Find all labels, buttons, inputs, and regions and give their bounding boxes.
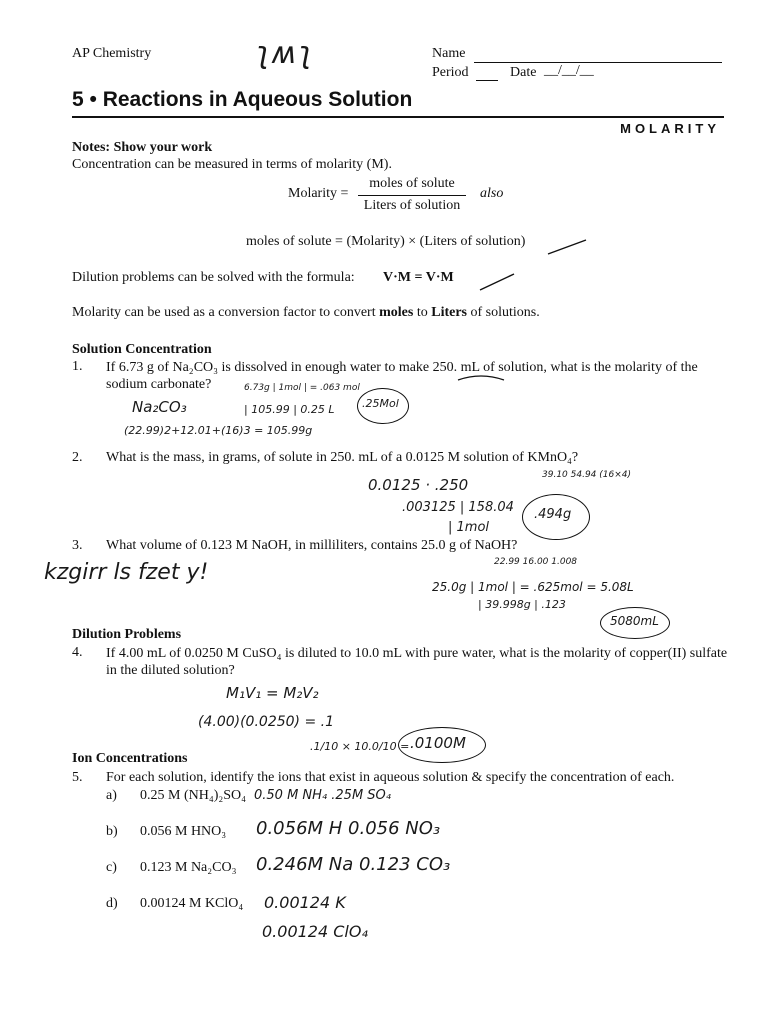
q1-calc-top: 6.73g | 1mol | = .063 mol <box>244 383 360 393</box>
sub-item-c-letter: c) <box>106 860 117 875</box>
notes-heading: Notes: Show your work <box>72 140 213 155</box>
q4-equation-2: (4.00)(0.0250) = .1 <box>198 714 334 730</box>
q3-scribble: kzgirr ls fzet y! <box>44 560 209 585</box>
q4-equation-1: M₁V₁ = M₂V₂ <box>226 684 319 702</box>
q1-molar-mass: (22.99)2+12.01+(16)3 = 105.99g <box>124 424 313 437</box>
conversion-liters: Liters <box>431 305 467 320</box>
sub-item-d-answer-1: 0.00124 K <box>264 893 346 912</box>
notes-line-1: Concentration can be measured in terms of molarity (M). <box>72 157 392 172</box>
question-1-text: If 6.73 g of Na₂CO₃ is dissolved in enough water to make 250. mL of solution, what is the molarity of the sodium carbonate? <box>106 360 698 392</box>
name-label: Name <box>432 46 466 61</box>
molarity-label: Molarity = <box>288 186 349 201</box>
dilution-text: Dilution problems can be solved with the formula: <box>72 270 355 285</box>
q3-calc-top: 25.0g | 1mol | = .625mol = 5.08L <box>432 580 634 594</box>
question-4-text: If 4.00 mL of 0.0250 M CuSO₄ is diluted to 10.0 mL with pure water, what is the molarity of copper(II) sulfate in the diluted solution? <box>106 646 728 678</box>
sub-item-b-letter: b) <box>106 824 118 839</box>
question-2-number: 2. <box>72 450 83 465</box>
title-divider <box>72 116 724 118</box>
question-4-number: 4. <box>72 645 83 660</box>
section-ion-concentrations: Ion Concentrations <box>72 751 188 766</box>
q4-answer: .0100M <box>410 734 466 752</box>
q3-answer: 5080mL <box>610 614 659 628</box>
conversion-pre: Molarity can be used as a conversion factor to convert <box>72 305 376 320</box>
date-label: Date <box>510 65 537 80</box>
fraction-numerator: moles of solute <box>369 176 455 191</box>
conversion-moles: moles <box>379 305 414 320</box>
check-mark-2 <box>478 270 518 294</box>
underline-scribble <box>456 374 506 384</box>
conversion-post: of solutions. <box>470 305 540 320</box>
q1-calc-bottom: | 105.99 | 0.25 L <box>244 403 335 416</box>
question-5-text: For each solution, identify the ions that exist in aqueous solution & specify the concentration of each. <box>106 770 675 785</box>
period-field-line[interactable] <box>476 80 498 81</box>
sub-item-a-answer: 0.50 M NH₄ .25M SO₄ <box>254 788 391 803</box>
signature-scribble: ʅʍʅ <box>256 36 315 71</box>
sub-item-b-answer: 0.056M H 0.056 NO₃ <box>256 818 441 839</box>
name-field-line[interactable] <box>474 62 722 63</box>
sub-item-a-text: 0.25 M (NH₄)₂SO₄ <box>140 788 247 803</box>
moles-equation: moles of solute = (Molarity) × (Liters of solution) <box>246 234 526 249</box>
section-solution-concentration: Solution Concentration <box>72 342 212 357</box>
sub-item-c-text: 0.123 M Na₂CO₃ <box>140 860 237 875</box>
sub-item-a-letter: a) <box>106 788 117 803</box>
dilution-formula: V·M = V·M <box>383 270 454 285</box>
question-5-number: 5. <box>72 770 83 785</box>
course-label: AP Chemistry <box>72 46 152 61</box>
also-label: also <box>480 186 504 201</box>
q2-line-3: | 1mol <box>448 520 490 535</box>
question-2-text: What is the mass, in grams, of solute in 250. mL of a 0.0125 M solution of KMnO₄? <box>106 450 579 465</box>
q2-molar-masses: 39.10 54.94 (16×4) <box>542 470 631 480</box>
q2-answer: .494g <box>534 507 572 522</box>
sub-item-d-answer-2: 0.00124 ClO₄ <box>262 922 368 941</box>
q2-line-1: 0.0125 · .250 <box>368 476 469 494</box>
sub-item-d-letter: d) <box>106 896 118 911</box>
q1-answer: .25Mol <box>362 397 399 410</box>
conversion-line <box>72 305 540 321</box>
q3-molar-masses: 22.99 16.00 1.008 <box>494 557 578 567</box>
q1-formula-scribble: Na₂CO₃ <box>132 398 187 416</box>
conversion-to: to <box>416 305 428 320</box>
section-banner: MOLARITY <box>620 121 720 136</box>
question-1-number: 1. <box>72 359 83 374</box>
sub-item-d-text: 0.00124 M KClO₄ <box>140 896 244 911</box>
q2-line-2: .003125 | 158.04 <box>402 500 514 515</box>
sub-item-b-text: 0.056 M HNO₃ <box>140 824 227 839</box>
question-3-number: 3. <box>72 538 83 553</box>
question-3-text: What volume of 0.123 M NaOH, in milliliters, contains 25.0 g of NaOH? <box>106 538 518 553</box>
section-dilution-problems: Dilution Problems <box>72 627 182 642</box>
date-field[interactable]: __/__/__ <box>544 63 594 78</box>
sub-item-c-answer: 0.246M Na 0.123 CO₃ <box>256 854 451 875</box>
q3-calc-bottom: | 39.998g | .123 <box>478 598 566 611</box>
q4-equation-3: .1/10 × 10.0/10 = <box>310 740 410 753</box>
page-title: 5 • Reactions in Aqueous Solution <box>72 88 413 111</box>
check-mark-1 <box>546 236 590 258</box>
fraction-bar <box>358 195 466 196</box>
fraction-denominator: Liters of solution <box>363 198 461 213</box>
period-label: Period <box>432 65 469 80</box>
